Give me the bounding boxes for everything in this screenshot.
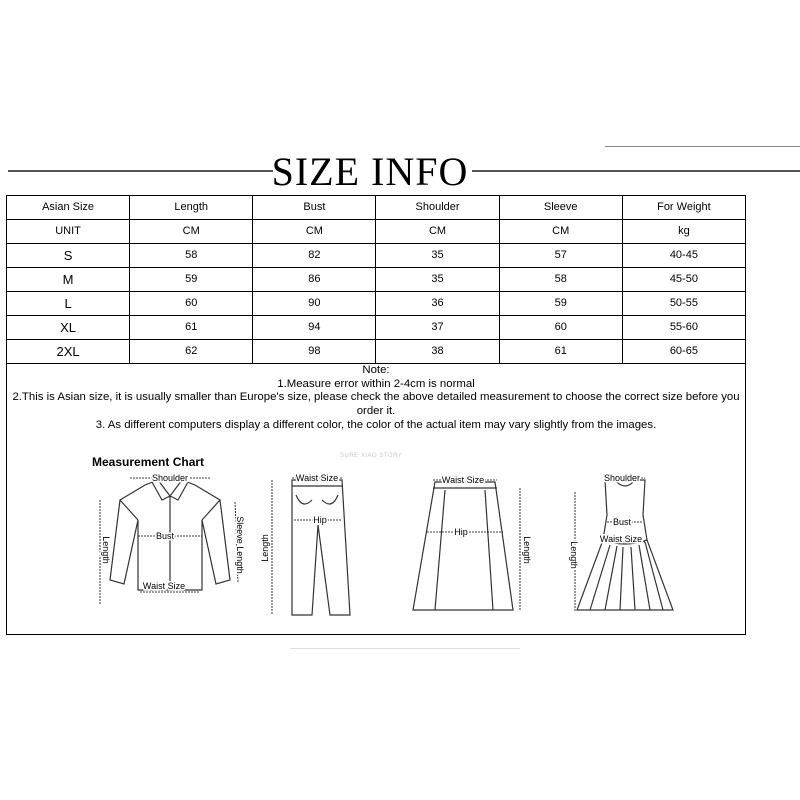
table-cell: 35 (376, 244, 499, 268)
table-cell: UNIT (7, 220, 130, 244)
table-cell: 57 (499, 244, 622, 268)
table-cell: 60-65 (622, 340, 745, 364)
table-cell: 55-60 (622, 316, 745, 340)
table-cell: 35 (376, 268, 499, 292)
pants-length-label: Length (260, 534, 270, 562)
table-cell: 37 (376, 316, 499, 340)
table-cell: 86 (253, 268, 376, 292)
table-cell: 58 (130, 244, 253, 268)
skirt-length-label: Length (522, 536, 532, 564)
table-row (7, 268, 746, 292)
table-row (7, 340, 746, 364)
table-cell: CM (499, 220, 622, 244)
shirt-shoulder-label: Shoulder (151, 473, 189, 483)
table-cell: Length (130, 196, 253, 220)
dress-bust-label: Bust (612, 517, 632, 527)
shirt-waist-label: Waist Size (142, 581, 186, 591)
dress-shoulder-label: Shoulder (603, 473, 641, 483)
pants-diagram (262, 470, 362, 620)
table-cell: 38 (376, 340, 499, 364)
table-cell: 45-50 (622, 268, 745, 292)
table-cell: Sleeve (499, 196, 622, 220)
table-cell: kg (622, 220, 745, 244)
dress-waist-label: Waist Size (599, 534, 643, 544)
bottom-divider (290, 648, 520, 649)
size-table (6, 195, 746, 364)
table-cell: Bust (253, 196, 376, 220)
table-header-row (7, 196, 746, 220)
pants-hip-label: Hip (313, 515, 327, 525)
shirt-bust-label: Bust (155, 531, 175, 541)
table-cell: 60 (499, 316, 622, 340)
top-right-rule (605, 146, 800, 147)
table-cell: 94 (253, 316, 376, 340)
shirt-length-label: Length (101, 536, 111, 564)
table-cell: 90 (253, 292, 376, 316)
watermark: SURE XIAO STORY (340, 453, 403, 459)
table-cell: L (7, 292, 130, 316)
skirt-hip-label: Hip (454, 527, 468, 537)
table-cell: CM (253, 220, 376, 244)
table-cell: For Weight (622, 196, 745, 220)
skirt-diagram (405, 470, 535, 620)
table-cell: CM (376, 220, 499, 244)
table-cell: 59 (130, 268, 253, 292)
shirt-diagram (90, 470, 250, 620)
table-cell: 98 (253, 340, 376, 364)
skirt-waist-label: Waist Size (441, 475, 485, 485)
table-cell: 82 (253, 244, 376, 268)
table-cell: Shoulder (376, 196, 499, 220)
notes (6, 364, 746, 433)
page-title: SIZE INFO (271, 149, 469, 194)
table-cell: 2XL (7, 340, 130, 364)
table-cell: 36 (376, 292, 499, 316)
table-cell: 50-55 (622, 292, 745, 316)
table-cell: 62 (130, 340, 253, 364)
note-line-2: 2.This is Asian size, it is usually smaller than Europe's size, please check the above detailed measurement to choose the correct size before you order it. (12, 391, 740, 417)
note-line-3: 3. As different computers display a different color, the color of the actual item may vary slightly from the images. (95, 419, 657, 431)
measurement-chart-title: Measurement Chart (92, 455, 205, 469)
table-cell: 61 (499, 340, 622, 364)
table-cell: 61 (130, 316, 253, 340)
table-row (7, 244, 746, 268)
table-unit-row (7, 220, 746, 244)
pants-waist-label: Waist Size (295, 473, 339, 483)
note-line-1: 1.Measure error within 2-4cm is normal (277, 377, 475, 390)
table-cell: Asian Size (7, 196, 130, 220)
table-row (7, 316, 746, 340)
shirt-sleeve-label: Sleeve Length (235, 516, 245, 574)
dress-length-label: Length (569, 541, 579, 569)
table-cell: M (7, 268, 130, 292)
table-cell: CM (130, 220, 253, 244)
table-cell: 59 (499, 292, 622, 316)
dress-diagram (565, 470, 685, 620)
table-cell: 60 (130, 292, 253, 316)
table-cell: 40-45 (622, 244, 745, 268)
table-row (7, 292, 746, 316)
table-cell: XL (7, 316, 130, 340)
table-cell: S (7, 244, 130, 268)
table-cell: 58 (499, 268, 622, 292)
note-heading: Note: (362, 364, 390, 376)
